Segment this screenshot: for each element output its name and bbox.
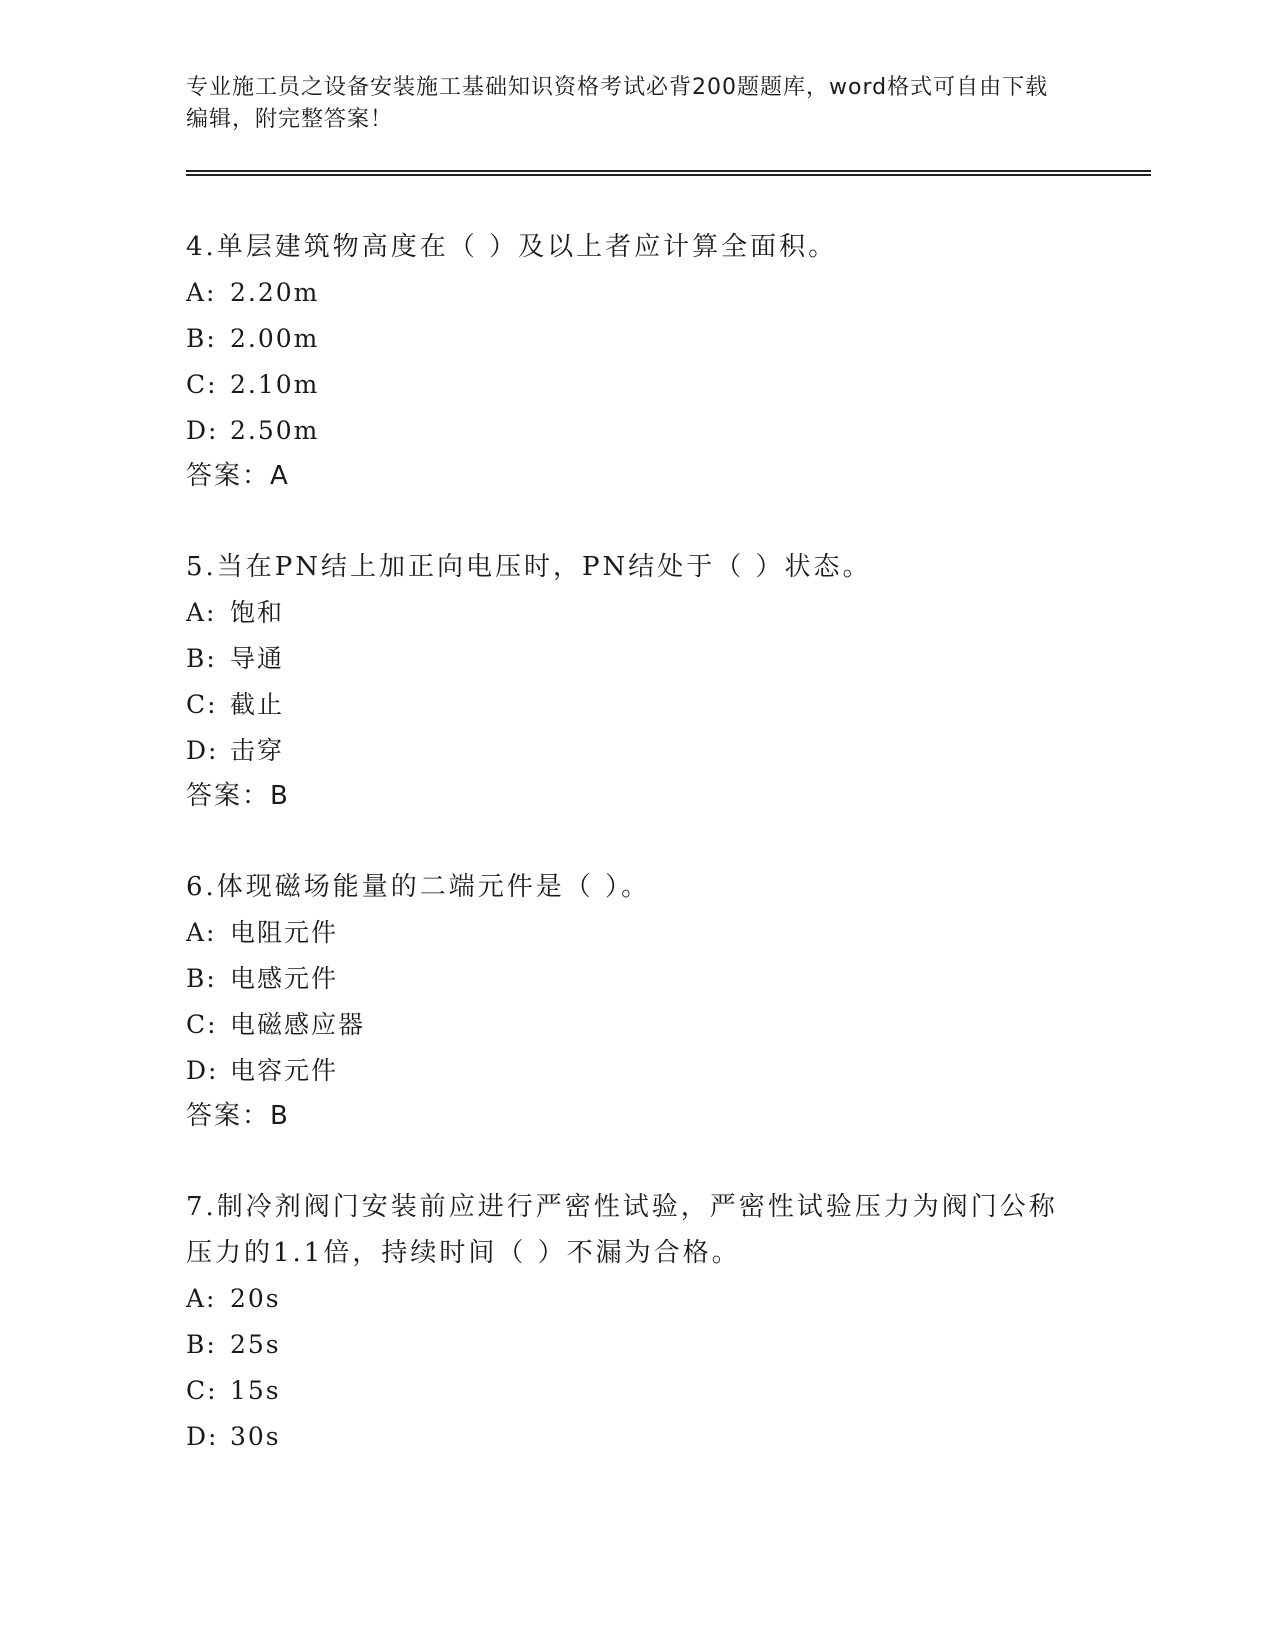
option-letter: B: — [186, 964, 217, 993]
option-text: 2.00m — [230, 324, 320, 353]
question-6 — [186, 864, 1151, 1138]
question-stem: 7.制冷剂阀门安装前应进行严密性试验，严密性试验压力为阀门公称压力的1.1倍，持续时间（ ）不漏为合格。 — [186, 1192, 1058, 1268]
option-text: 截止 — [230, 690, 285, 719]
option-text: 电阻元件 — [230, 918, 339, 947]
question-list — [186, 224, 1151, 1460]
option-c — [186, 1002, 1151, 1048]
answer-line: 答案：A — [186, 461, 290, 491]
option-letter: C: — [186, 690, 218, 719]
option-letter: A: — [186, 598, 217, 627]
option-text: 饱和 — [230, 598, 285, 627]
answer-line: 答案：B — [186, 1101, 290, 1131]
option-letter: C: — [186, 1010, 218, 1039]
option-d — [186, 408, 1151, 454]
option-text: 电容元件 — [230, 1056, 339, 1085]
option-letter: A: — [186, 918, 217, 947]
option-letter: A: — [186, 278, 217, 307]
question-7 — [186, 1184, 1151, 1460]
option-d — [186, 1048, 1151, 1094]
option-letter: D: — [186, 736, 219, 765]
option-text: 2.10m — [230, 370, 320, 399]
option-text: 击穿 — [230, 736, 285, 765]
option-letter: B: — [186, 644, 217, 673]
question-stem: 6.体现磁场能量的二端元件是（ ）。 — [186, 872, 651, 902]
option-text: 25s — [230, 1330, 281, 1359]
option-text: 20s — [230, 1284, 281, 1313]
header-double-rule — [186, 170, 1151, 176]
option-c — [186, 1368, 1151, 1414]
option-letter: D: — [186, 416, 219, 445]
option-text: 2.20m — [230, 278, 320, 307]
option-a — [186, 590, 1151, 636]
answer-line: 答案：B — [186, 781, 290, 811]
option-letter: C: — [186, 1376, 218, 1405]
option-letter: A: — [186, 1284, 217, 1313]
option-c — [186, 362, 1151, 408]
option-text: 电感元件 — [230, 964, 339, 993]
option-b — [186, 316, 1151, 362]
option-b — [186, 1322, 1151, 1368]
option-c — [186, 682, 1151, 728]
question-stem: 4.单层建筑物高度在（ ）及以上者应计算全面积。 — [186, 232, 838, 262]
option-d — [186, 1414, 1151, 1460]
option-a — [186, 910, 1151, 956]
question-stem: 5.当在PN结上加正向电压时，PN结处于（ ）状态。 — [186, 552, 872, 582]
option-letter: C: — [186, 370, 218, 399]
option-a — [186, 270, 1151, 316]
question-5 — [186, 544, 1151, 818]
question-4 — [186, 224, 1151, 498]
option-letter: B: — [186, 324, 217, 353]
option-letter: D: — [186, 1422, 219, 1451]
option-d — [186, 728, 1151, 774]
option-text: 2.50m — [230, 416, 320, 445]
option-letter: D: — [186, 1056, 219, 1085]
document-title: 专业施工员之设备安装施工基础知识资格考试必背200题题库，word格式可自由下载编辑，附完整答案！ — [186, 75, 1049, 132]
option-b — [186, 956, 1151, 1002]
option-text: 30s — [230, 1422, 281, 1451]
option-a — [186, 1276, 1151, 1322]
option-text: 电磁感应器 — [230, 1010, 366, 1039]
document-page — [186, 72, 1151, 1506]
option-letter: B: — [186, 1330, 217, 1359]
option-b — [186, 636, 1151, 682]
option-text: 15s — [230, 1376, 281, 1405]
option-text: 导通 — [230, 644, 285, 673]
